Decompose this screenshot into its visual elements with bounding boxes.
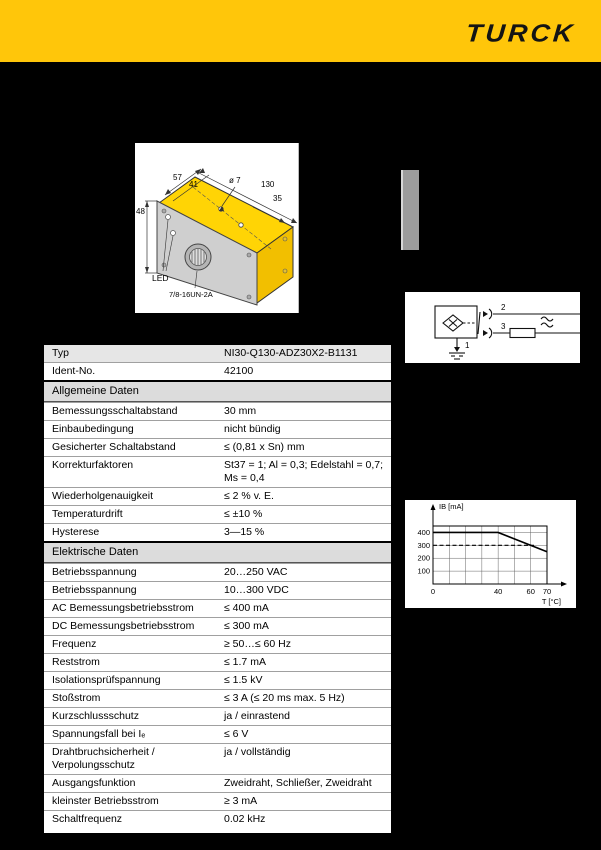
led-hole <box>171 231 176 236</box>
spec-value: 20…250 VAC <box>224 566 288 578</box>
spec-label: Frequenz <box>52 638 97 650</box>
table-row <box>44 523 391 541</box>
screw-hole <box>283 237 287 241</box>
wiring-diagram <box>405 292 580 363</box>
table-row <box>44 420 391 438</box>
pin2-label: 2 <box>501 303 506 312</box>
table-section-header: Allgemeine Daten <box>44 380 391 402</box>
table-row <box>44 505 391 523</box>
spec-value: ≥ 3 mA <box>224 795 258 807</box>
svg-text:70: 70 <box>542 587 552 596</box>
spec-label: Betriebsspannung <box>52 566 137 578</box>
pin3-label: 3 <box>501 322 506 331</box>
dim-41-label: 41 <box>189 180 198 189</box>
ground-arrow <box>454 347 460 352</box>
screw-hole <box>162 209 166 213</box>
spec-label: Isolationsprüfspannung <box>52 674 161 686</box>
table-row <box>44 689 391 707</box>
spec-table-rows <box>44 345 391 828</box>
spec-value: 3―15 % <box>224 526 265 538</box>
screw-hole <box>247 295 251 299</box>
derating-chart-panel <box>403 498 578 610</box>
table-row <box>44 671 391 689</box>
spec-label: Schaltfrequenz <box>52 813 123 825</box>
table-row <box>44 774 391 792</box>
spec-label: Ausgangsfunktion <box>52 777 136 789</box>
svg-text:60: 60 <box>526 587 535 596</box>
spec-label: Drahtbruchsicherheit / Verpolungsschutz <box>52 746 155 771</box>
spec-label: AC Bemessungsbetriebsstrom <box>52 602 194 614</box>
spec-value: ja / vollständig <box>224 746 291 758</box>
spec-label: Stoßstrom <box>52 692 101 704</box>
table-row <box>44 563 391 581</box>
connector-arrow-3 <box>483 330 488 336</box>
table-row <box>44 810 391 828</box>
spec-label: Reststrom <box>52 656 100 668</box>
screw-hole <box>283 269 287 273</box>
screw-hole <box>247 253 251 257</box>
svg-text:200: 200 <box>417 553 430 563</box>
table-row <box>44 402 391 420</box>
spec-value: ≤ 2 % v. E. <box>224 490 274 502</box>
table-row <box>44 617 391 635</box>
table-row <box>44 653 391 671</box>
side-tab <box>401 170 419 250</box>
spec-value: ≤ (0,81 x Sn) mm <box>224 441 305 453</box>
dim-48-label: 48 <box>136 207 145 216</box>
brand-bar <box>0 0 601 62</box>
spec-label: Ident-No. <box>52 365 96 377</box>
led-hole <box>166 215 171 220</box>
spec-value: ≤ 1.7 mA <box>224 656 266 668</box>
svg-text:300: 300 <box>417 540 430 550</box>
product-drawing-panel <box>135 143 299 313</box>
dim-130-label: 130 <box>261 180 275 189</box>
spec-label: Bemessungsschaltabstand <box>52 405 178 417</box>
svg-text:0: 0 <box>430 587 436 596</box>
spec-value: ≤ 300 mA <box>224 620 269 632</box>
spec-label: Betriebsspannung <box>52 584 137 596</box>
spec-value: ja / einrastend <box>224 710 290 722</box>
led-label: LED <box>152 273 169 283</box>
table-row <box>44 362 391 380</box>
table-row <box>44 487 391 505</box>
dim-hole-label: ø 7 <box>229 176 241 185</box>
connector-label: 7/8-16UN-2A <box>169 290 213 299</box>
table-row <box>44 725 391 743</box>
spec-value: St37 = 1; Al = 0,3; Edelstahl = 0,7; Ms = 0,4 <box>224 459 384 484</box>
spec-label: DC Bemessungsbetriebsstrom <box>52 620 195 632</box>
spec-value: ≤ 3 A (≤ 20 ms max. 5 Hz) <box>224 692 345 704</box>
dim-57-label: 57 <box>173 173 182 182</box>
spec-value: 30 mm <box>224 405 257 417</box>
spec-value: NI30-Q130-ADZ30X2-B1131 <box>224 347 358 359</box>
spec-value: nicht bündig <box>224 423 281 435</box>
mount-hole <box>239 223 243 227</box>
svg-text:100: 100 <box>417 566 430 576</box>
spec-value: ≤ ±10 % <box>224 508 263 520</box>
sensor-symbol-box <box>435 306 477 338</box>
spec-value: 42100 <box>224 365 254 377</box>
svg-text:400: 400 <box>417 527 430 537</box>
spec-label: Spannungsfall bei Iₑ <box>52 728 146 740</box>
table-section-header: Elektrische Daten <box>44 541 391 563</box>
spec-label: Gesicherter Schaltabstand <box>52 441 176 453</box>
table-row <box>44 792 391 810</box>
table-row <box>44 581 391 599</box>
spec-label: Wiederholgenauigkeit <box>52 490 153 502</box>
table-row <box>44 438 391 456</box>
spec-label: Typ <box>52 347 69 359</box>
table-row <box>44 345 391 362</box>
spec-label: Temperaturdrift <box>52 508 123 520</box>
spec-value: ≤ 6 V <box>224 728 249 740</box>
table-row <box>44 635 391 653</box>
dim-35-label: 35 <box>273 194 282 203</box>
svg-text:IB [mA]: IB [mA] <box>439 502 464 511</box>
load-resistor <box>510 329 535 338</box>
spec-label: Korrekturfaktoren <box>52 459 134 471</box>
spec-label: Einbaubedingung <box>52 423 134 435</box>
derating-chart <box>405 500 576 608</box>
spec-value: 0.02 kHz <box>224 813 266 825</box>
spec-label: Hysterese <box>52 526 100 538</box>
spec-value: ≤ 1.5 kV <box>224 674 263 686</box>
spec-value: ≥ 50…≤ 60 Hz <box>224 638 291 650</box>
spec-value: ≤ 400 mA <box>224 602 269 614</box>
pin1-label: 1 <box>465 341 470 350</box>
turck-logo: TURCK <box>464 19 577 47</box>
svg-text:T [°C]: T [°C] <box>541 597 561 606</box>
connector-arrow-2 <box>483 311 488 317</box>
table-row <box>44 456 391 487</box>
table-row <box>44 599 391 617</box>
switch-blade <box>478 312 480 334</box>
sensor-drawing <box>135 143 298 313</box>
spec-table <box>42 343 393 835</box>
spec-value: Zweidraht, Schließer, Zweidraht <box>224 777 372 789</box>
svg-text:40: 40 <box>493 587 503 596</box>
table-row <box>44 707 391 725</box>
table-row <box>44 743 391 774</box>
spec-label: kleinster Betriebsstrom <box>52 795 159 807</box>
spec-label: Kurzschlussschutz <box>52 710 139 722</box>
ac-symbol <box>541 317 553 321</box>
spec-value: 10…300 VDC <box>224 584 289 596</box>
wiring-diagram-panel <box>403 290 582 365</box>
